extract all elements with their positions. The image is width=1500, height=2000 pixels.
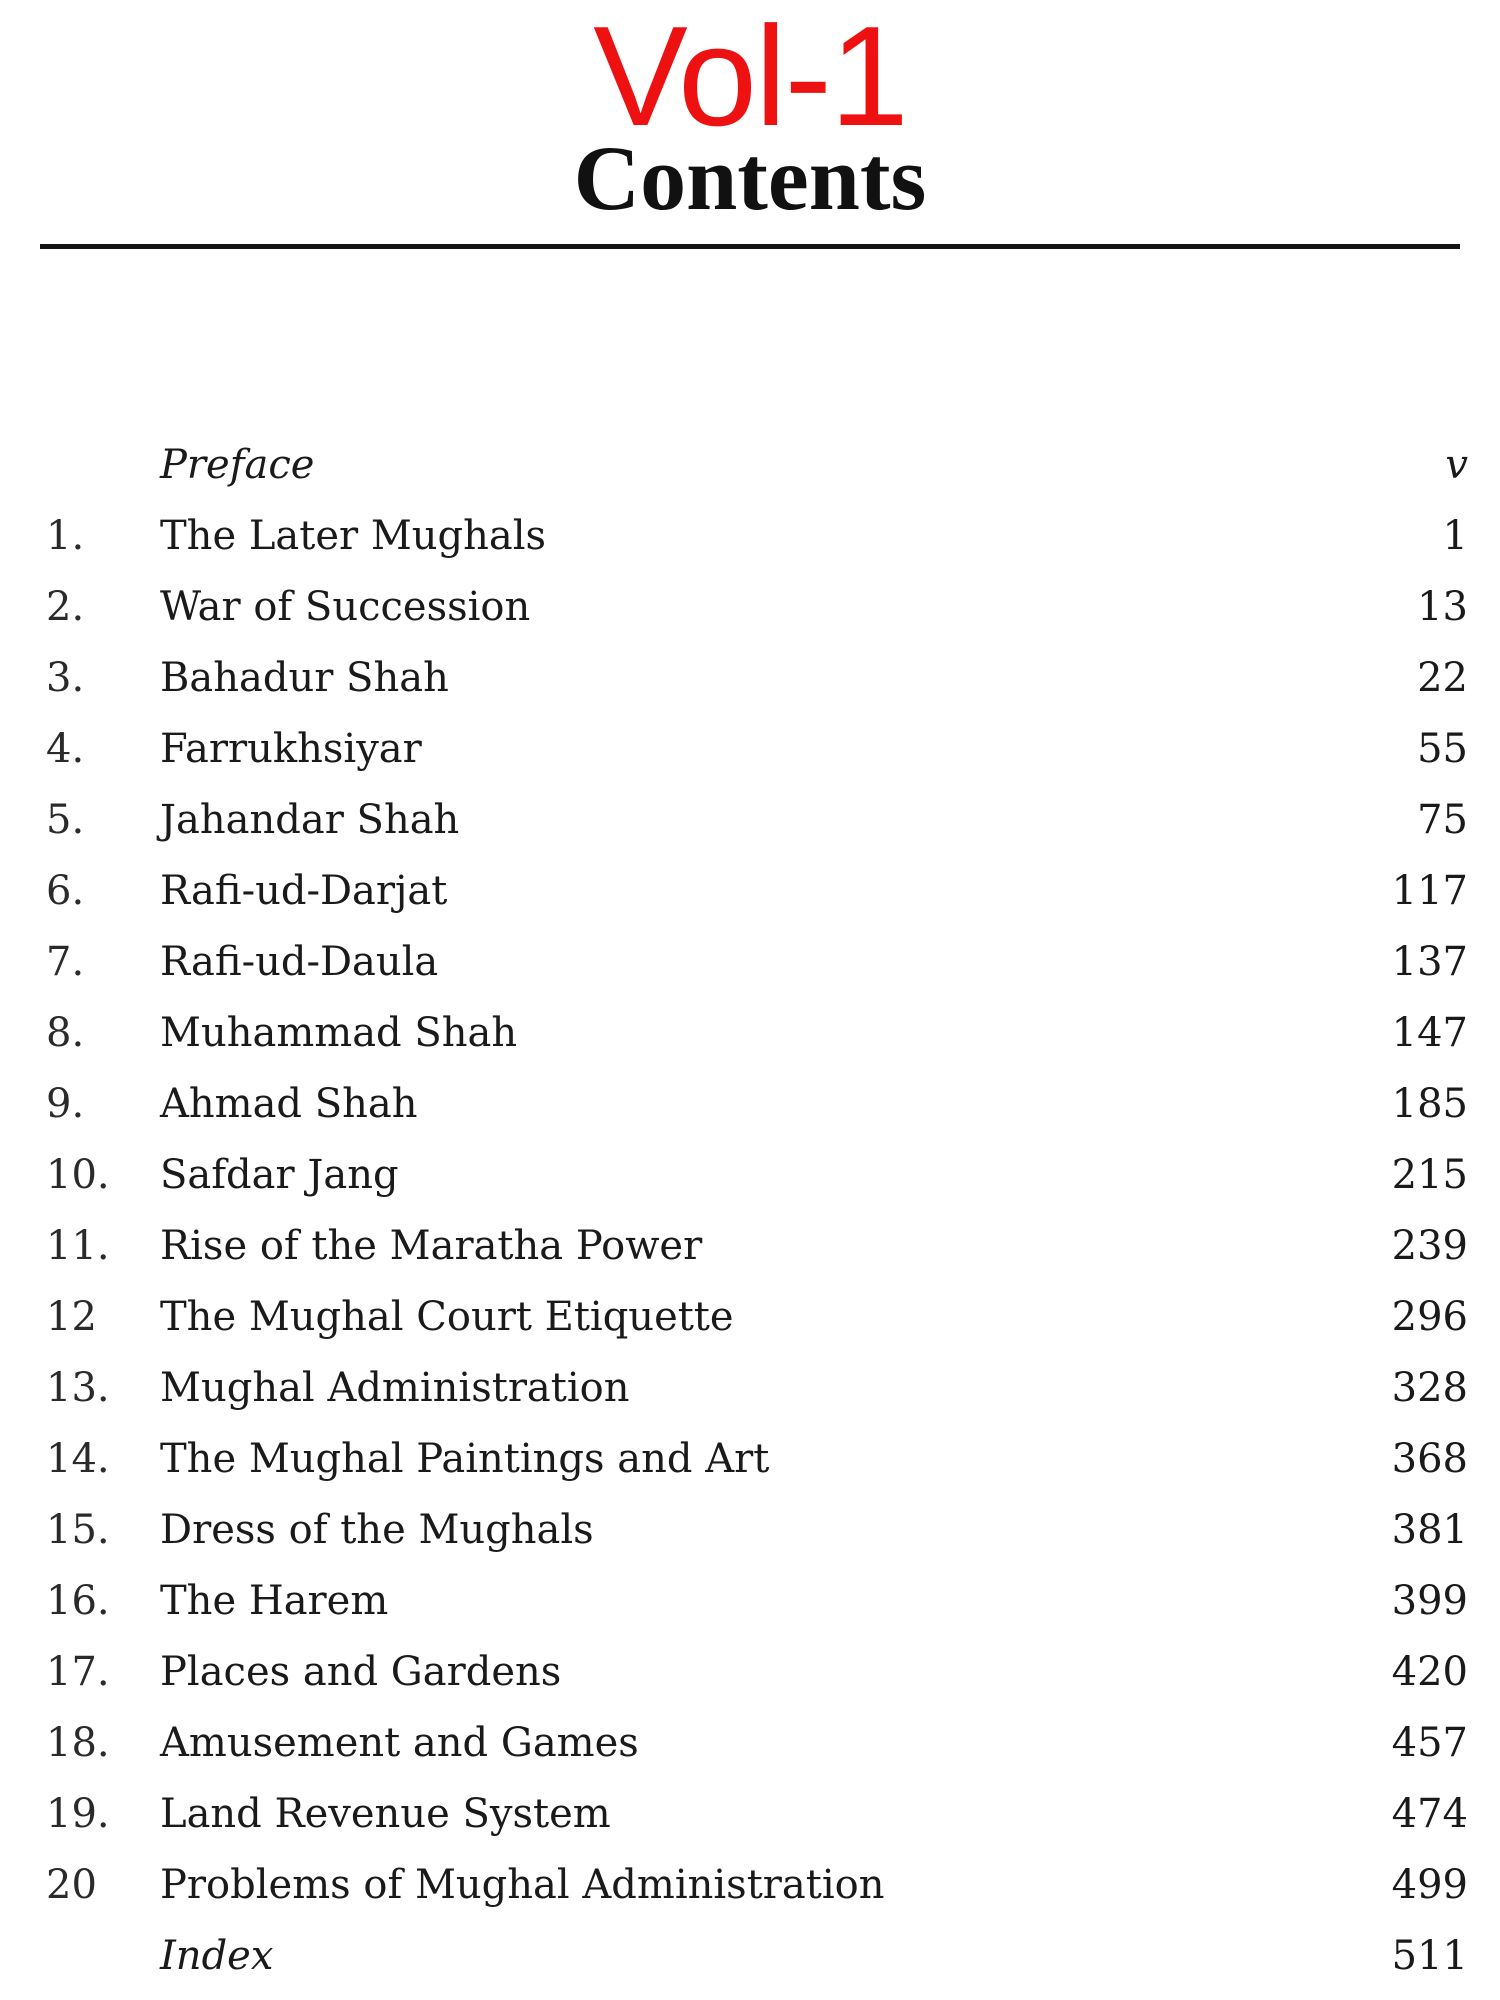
toc-entry-number: 17. xyxy=(46,1649,110,1695)
toc-entry xyxy=(0,1282,1500,1353)
toc-entry xyxy=(0,430,1500,501)
toc-entry-number: 20 xyxy=(46,1862,97,1908)
toc-entry-title: Index xyxy=(160,1933,274,1979)
toc-entry xyxy=(0,1850,1500,1921)
toc-entry-page: 137 xyxy=(1391,939,1468,985)
toc-entry-title: Mughal Administration xyxy=(160,1365,630,1411)
toc-entry-page: 499 xyxy=(1391,1862,1468,1908)
toc-entry-number: 18. xyxy=(46,1720,110,1766)
toc-entry-number: 8. xyxy=(46,1010,85,1056)
toc-entry xyxy=(0,1495,1500,1566)
toc-entry-number: 6. xyxy=(46,868,85,914)
toc-entry-number: 10. xyxy=(46,1152,110,1198)
toc-entry-page: 75 xyxy=(1417,797,1468,843)
toc-entry-number: 9. xyxy=(46,1081,85,1127)
page-title: Contents xyxy=(573,127,927,229)
toc-entry xyxy=(0,1566,1500,1637)
toc-entry-number: 1. xyxy=(46,513,85,559)
toc-entry-page: 1 xyxy=(1442,513,1468,559)
toc-entry-title: Amusement and Games xyxy=(160,1720,639,1766)
toc-entry-page: 381 xyxy=(1391,1507,1468,1553)
toc-entry-number: 15. xyxy=(46,1507,110,1553)
toc-entry-title: Dress of the Mughals xyxy=(160,1507,594,1553)
toc-entry xyxy=(0,1708,1500,1779)
toc-entry xyxy=(0,714,1500,785)
toc-entry-title: Bahadur Shah xyxy=(160,655,449,701)
toc-entry-title: The Later Mughals xyxy=(160,513,547,559)
heading-divider xyxy=(40,244,1460,249)
toc-entry xyxy=(0,1637,1500,1708)
toc-entry-title: Problems of Mughal Administration xyxy=(160,1862,885,1908)
toc-entry-page: 117 xyxy=(1391,868,1468,914)
toc-entry-title: The Mughal Court Etiquette xyxy=(160,1294,734,1340)
toc-entry-page: 368 xyxy=(1391,1436,1468,1482)
toc-entry-page: 474 xyxy=(1391,1791,1468,1837)
toc-entry-page: 147 xyxy=(1391,1010,1468,1056)
toc-entry-title: Preface xyxy=(160,442,315,488)
toc-entry-page: 215 xyxy=(1391,1152,1468,1198)
toc-entry xyxy=(0,856,1500,927)
toc-entry-number: 2. xyxy=(46,584,85,630)
table-of-contents xyxy=(0,430,1500,1992)
toc-entry xyxy=(0,1211,1500,1282)
toc-entry xyxy=(0,501,1500,572)
toc-entry-number: 13. xyxy=(46,1365,110,1411)
toc-entry xyxy=(0,1424,1500,1495)
toc-entry xyxy=(0,1140,1500,1211)
toc-entry-page: 185 xyxy=(1391,1081,1468,1127)
toc-entry-title: Jahandar Shah xyxy=(160,797,460,843)
toc-entry-title: Rafi-ud-Darjat xyxy=(160,868,448,914)
toc-entry-title: Farrukhsiyar xyxy=(160,726,422,772)
toc-entry-number: 3. xyxy=(46,655,85,701)
toc-entry xyxy=(0,1353,1500,1424)
toc-entry-title: Rise of the Maratha Power xyxy=(160,1223,703,1269)
toc-entry-page: 399 xyxy=(1391,1578,1468,1624)
toc-entry-number: 11. xyxy=(46,1223,110,1269)
toc-entry-page: 296 xyxy=(1391,1294,1468,1340)
toc-entry-title: Rafi-ud-Daula xyxy=(160,939,439,985)
toc-entry-page: 22 xyxy=(1417,655,1468,701)
toc-entry xyxy=(0,1921,1500,1992)
toc-entry-page: 13 xyxy=(1417,584,1468,630)
toc-entry xyxy=(0,927,1500,998)
toc-entry-number: 7. xyxy=(46,939,85,985)
toc-entry-title: Land Revenue System xyxy=(160,1791,611,1837)
toc-entry xyxy=(0,643,1500,714)
volume-label: Vol-1 xyxy=(593,0,907,156)
toc-entry-title: The Mughal Paintings and Art xyxy=(160,1436,770,1482)
toc-entry-title: War of Succession xyxy=(160,584,531,630)
toc-entry xyxy=(0,998,1500,1069)
toc-entry-number: 4. xyxy=(46,726,85,772)
toc-entry xyxy=(0,785,1500,856)
toc-entry-page: 328 xyxy=(1391,1365,1468,1411)
toc-entry-number: 16. xyxy=(46,1578,110,1624)
toc-entry-title: Safdar Jang xyxy=(160,1152,399,1198)
toc-entry-page: v xyxy=(1445,442,1468,488)
toc-entry-title: Muhammad Shah xyxy=(160,1010,518,1056)
toc-entry-title: The Harem xyxy=(160,1578,389,1624)
toc-entry xyxy=(0,1779,1500,1850)
toc-entry xyxy=(0,572,1500,643)
toc-entry-title: Ahmad Shah xyxy=(160,1081,418,1127)
toc-entry-page: 55 xyxy=(1417,726,1468,772)
toc-entry xyxy=(0,1069,1500,1140)
toc-entry-number: 5. xyxy=(46,797,85,843)
toc-entry-number: 14. xyxy=(46,1436,110,1482)
toc-entry-number: 12 xyxy=(46,1294,97,1340)
toc-entry-page: 420 xyxy=(1391,1649,1468,1695)
toc-entry-page: 457 xyxy=(1391,1720,1468,1766)
toc-entry-page: 239 xyxy=(1391,1223,1468,1269)
toc-entry-page: 511 xyxy=(1391,1933,1468,1979)
toc-entry-number: 19. xyxy=(46,1791,110,1837)
toc-entry-title: Places and Gardens xyxy=(160,1649,562,1695)
